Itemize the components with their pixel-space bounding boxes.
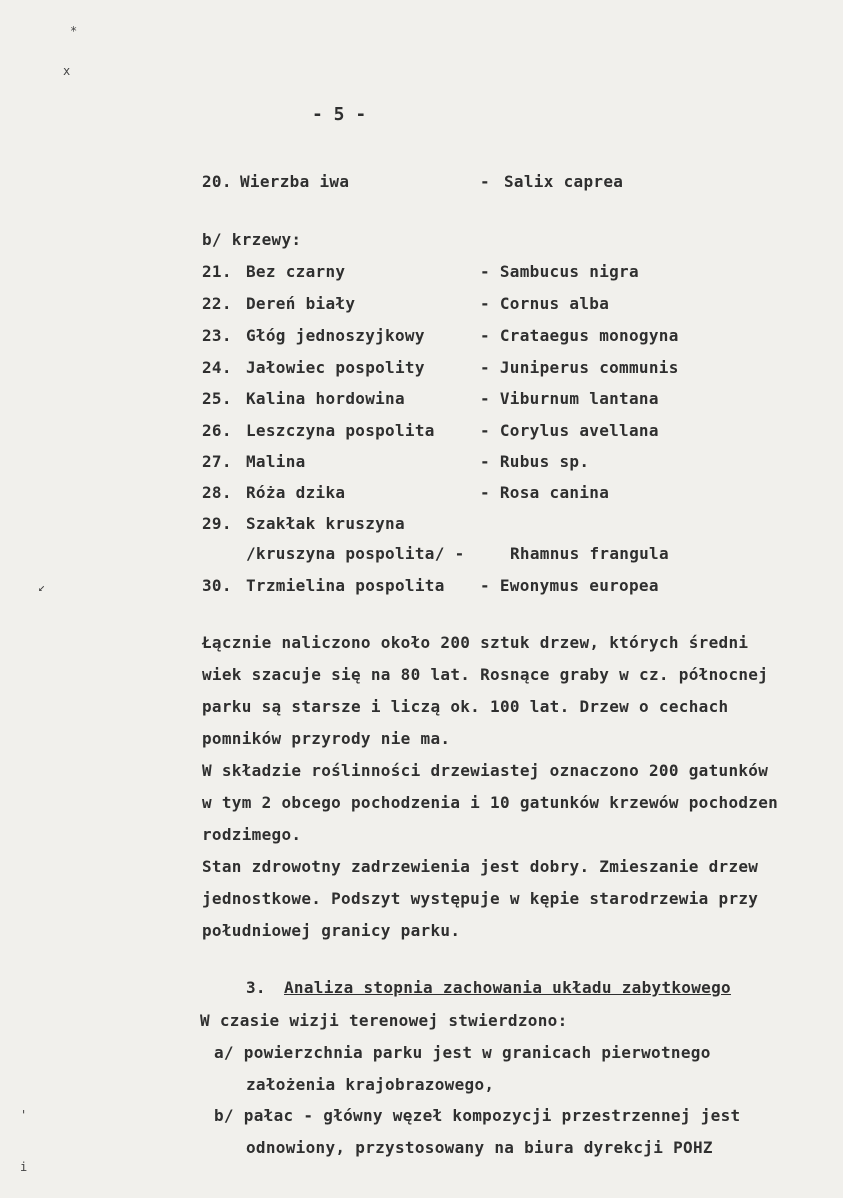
list-item-polish-name: Leszczyna pospolita — [246, 421, 435, 440]
finding-line: odnowiony, przystosowany na biura dyrekcji POHZ — [246, 1138, 713, 1157]
paragraph-line: pomników przyrody nie ma. — [202, 729, 451, 748]
list-item-polish-name: Kalina hordowina — [246, 389, 405, 408]
list-item-number: 20. — [202, 172, 232, 191]
paragraph-line: Stan zdrowotny zadrzewienia jest dobry. Zmieszanie drzew — [202, 857, 759, 876]
finding-line: b/ pałac - główny węzeł kompozycji przestrzennej jest — [214, 1106, 741, 1125]
list-item-polish-name: Jałowiec pospolity — [246, 358, 425, 377]
margin-mark: i — [20, 1160, 28, 1174]
section-number: 3. — [246, 978, 266, 997]
list-item-number: 30. — [202, 576, 232, 595]
list-item-polish-name: Trzmielina pospolita — [246, 576, 445, 595]
paragraph-line: Łącznie naliczono około 200 sztuk drzew, których średni — [202, 633, 749, 652]
list-item-dash: - — [480, 172, 490, 191]
list-item-polish-name-continuation: /kruszyna pospolita/ - — [246, 544, 465, 563]
paragraph-line: W składzie roślinności drzewiastej oznaczono 200 gatunków — [202, 761, 769, 780]
margin-mark: * — [70, 24, 78, 38]
page-number: - 5 - — [312, 104, 367, 125]
list-item-number: 26. — [202, 421, 232, 440]
list-item-polish-name: Róża dzika — [246, 483, 346, 502]
list-item-number: 23. — [202, 326, 232, 345]
margin-mark: ↙ — [38, 580, 46, 594]
list-item-polish-name: Bez czarny — [246, 262, 346, 281]
margin-mark: x — [63, 64, 71, 78]
inspection-intro: W czasie wizji terenowej stwierdzono: — [200, 1011, 568, 1030]
list-item-latin-name: - Rosa canina — [480, 483, 610, 502]
list-item-latin-name: - Sambucus nigra — [480, 262, 639, 281]
list-item-latin-name: - Corylus avellana — [480, 421, 659, 440]
list-item-number: 29. — [202, 514, 232, 533]
list-item-polish-name: Wierzba iwa — [240, 172, 350, 191]
list-item-latin-name: - Rubus sp. — [480, 452, 590, 471]
list-item-latin-name: Rhamnus frangula — [510, 544, 669, 563]
list-item-latin-name: - Ewonymus europea — [480, 576, 659, 595]
section-title: Analiza stopnia zachowania układu zabytkowego — [284, 978, 731, 997]
list-item-number: 28. — [202, 483, 232, 502]
list-item-number: 22. — [202, 294, 232, 313]
list-item-number: 27. — [202, 452, 232, 471]
paragraph-line: jednostkowe. Podszyt występuje w kępie starodrzewia przy — [202, 889, 759, 908]
list-item-number: 25. — [202, 389, 232, 408]
list-item-latin-name: - Viburnum lantana — [480, 389, 659, 408]
paragraph-line: rodzimego. — [202, 825, 302, 844]
list-item-latin-name: - Juniperus communis — [480, 358, 679, 377]
list-item-latin-name: Salix caprea — [504, 172, 624, 191]
list-item-latin-name: - Crataegus monogyna — [480, 326, 679, 345]
list-item-polish-name: Głóg jednoszyjkowy — [246, 326, 425, 345]
paragraph-line: w tym 2 obcego pochodzenia i 10 gatunków krzewów pochodzen — [202, 793, 779, 812]
finding-line: a/ powierzchnia parku jest w granicach pierwotnego — [214, 1043, 711, 1062]
paragraph-line: południowej granicy parku. — [202, 921, 461, 940]
list-item-polish-name: Malina — [246, 452, 306, 471]
list-item-polish-name: Dereń biały — [246, 294, 356, 313]
finding-line: założenia krajobrazowego, — [246, 1075, 495, 1094]
section-heading-shrubs: b/ krzewy: — [202, 230, 302, 249]
margin-mark: ' — [20, 1108, 28, 1122]
list-item-polish-name: Szakłak kruszyna — [246, 514, 405, 533]
list-item-latin-name: - Cornus alba — [480, 294, 610, 313]
list-item-number: 21. — [202, 262, 232, 281]
list-item-number: 24. — [202, 358, 232, 377]
paragraph-line: wiek szacuje się na 80 lat. Rosnące graby w cz. północnej — [202, 665, 769, 684]
paragraph-line: parku są starsze i liczą ok. 100 lat. Drzew o cechach — [202, 697, 729, 716]
